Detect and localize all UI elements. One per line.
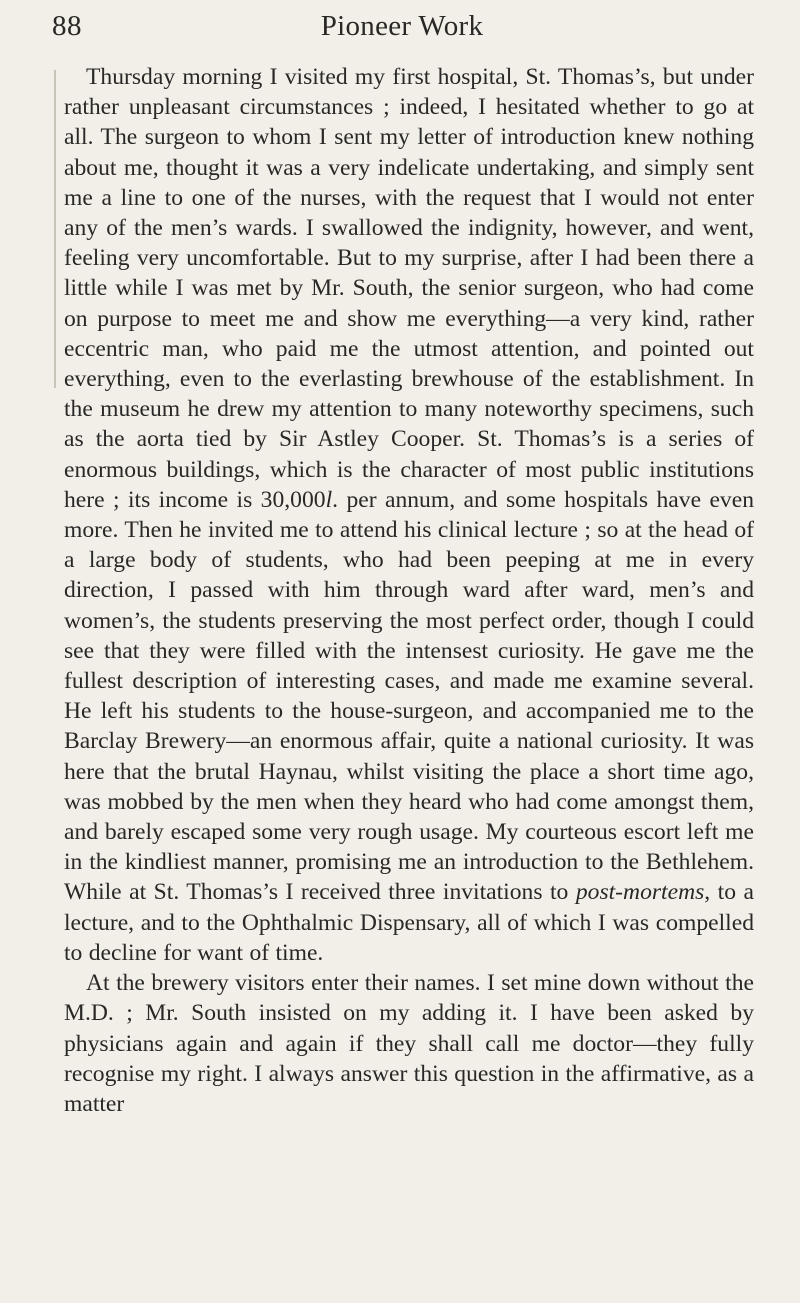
- paragraph-segment: . per annum, and some hospitals have even more. Then he invited me to attend his clinical lecture ; so at the head of a large body of students, who had been peeping at me in every direction, I passed with him through ward after ward, men’s and women’s, the students preserving the most perfect order, though I could see that they were filled with the intensest curiosity. He gave me the fullest description of interesting cases, and made me examine several. He left his students to the house-surgeon, and accompanied me to the Barclay Brewery—an enormous affair, quite a national curiosity. It was here that the brutal Haynau, whilst visiting the place a short time ago, was mobbed by the men when they heard who had come amongst them, and barely escaped some very rough usage. My courteous escort left me in the kindliest manner, promising me an introduction to the Bethlehem. While at St. Thomas’s I received three invitations to: [64, 486, 754, 906]
- paragraph-segment: At the brewery visitors enter their names. I set mine down without the M.D. ; Mr. South insisted on my adding it. I have been asked by physicians again and again if they shall call me doctor—they fully recognise my right. I always answer this question in the affirmative, as a matter: [64, 970, 754, 1117]
- page-number: 88: [52, 10, 82, 42]
- paragraph-segment-italic: post-mortems: [575, 879, 705, 906]
- running-head: [52, 10, 752, 50]
- running-title: Pioneer Work: [320, 10, 484, 42]
- paragraph-1: [64, 62, 754, 968]
- paragraph-segment-italic: l: [325, 486, 333, 513]
- paragraph-segment: , to a lecture, and to the Ophthalmic Dispensary, all of which I was compelled to decline for want of time.: [64, 879, 754, 966]
- paragraph-2: [64, 968, 754, 1119]
- margin-scan-mark: [54, 70, 56, 388]
- paragraph-segment: Thursday morning I visited my first hospital, St. Thomas’s, but under rather unpleasant circumstances ; indeed, I hesitated whether to go at all. The surgeon to whom I sent my letter of introduction knew nothing about me, thought it was a very indelicate undertaking, and simply sent me a line to one of the nurses, with the request that I would not enter any of the men’s wards. I swallowed the indignity, however, and went, feeling very uncomfortable. But to my surprise, after I had been there a little while I was met by Mr. South, the senior surgeon, who had come on purpose to meet me and show me everything—a very kind, rather eccentric man, who paid me the utmost attention, and pointed out everything, even to the everlasting brewhouse of the establishment. In the museum he drew my attention to many noteworthy specimens, such as the aorta tied by Sir Astley Cooper. St. Thomas’s is a series of enormous buildings, which is the character of most public institutions here ; its income is 30,000: [64, 64, 754, 513]
- body-text: [64, 62, 754, 1119]
